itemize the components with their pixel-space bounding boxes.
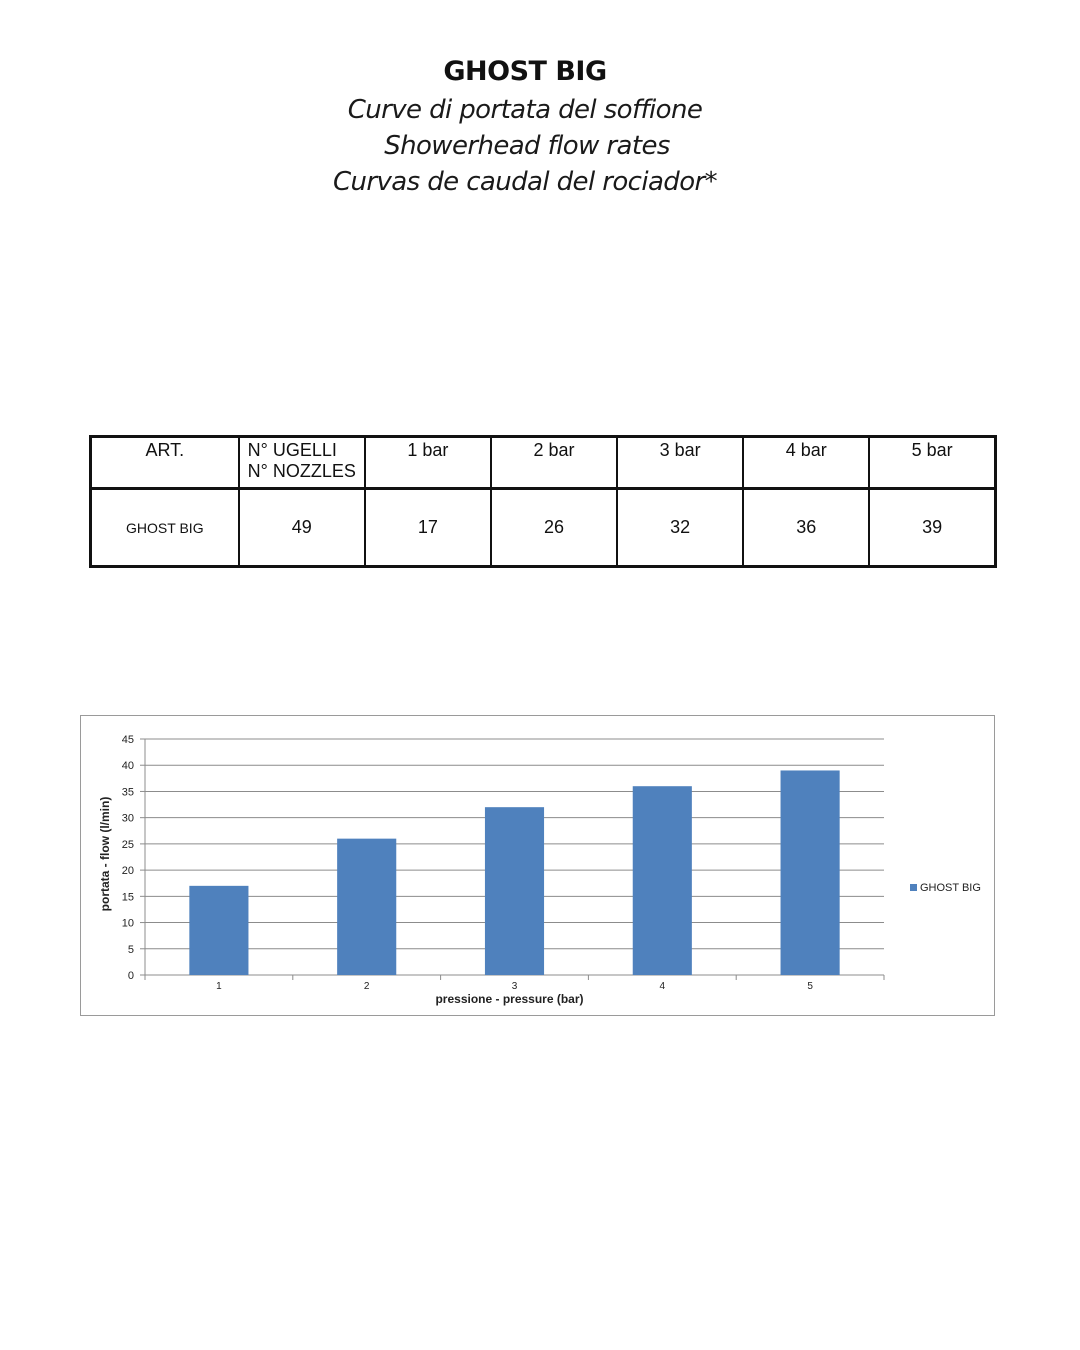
subtitle-spanish: Curvas de caudal del rociador*: [333, 167, 717, 197]
flow-rate-table: [89, 435, 997, 568]
x-tick-label: 4: [659, 981, 666, 992]
cell-5bar: 39: [869, 489, 995, 567]
y-tick-label: 0: [127, 970, 134, 982]
y-tick-label: 5: [127, 943, 134, 956]
y-tick-label: 30: [121, 812, 134, 825]
subtitle-english: Showerhead flow rates: [384, 131, 670, 161]
y-tick-label: 20: [121, 865, 134, 878]
header-nozzles: [239, 437, 365, 489]
header-2bar: 2 bar: [491, 437, 617, 489]
y-tick-label: 35: [121, 786, 134, 799]
cell-art: GHOST BIG: [91, 489, 239, 567]
legend-label: GHOST BIG: [920, 882, 981, 894]
table-row: [91, 489, 996, 567]
x-tick-label: 2: [363, 981, 370, 992]
header-nozzles-it: N° UGELLI: [247, 440, 337, 460]
header-5bar: 5 bar: [869, 437, 995, 489]
cell-2bar: 26: [491, 489, 617, 567]
cell-4bar: 36: [743, 489, 869, 567]
header-nozzles-en: N° NOZZLES: [247, 461, 356, 481]
table-header-row: [91, 437, 996, 489]
header-3bar: 3 bar: [617, 437, 743, 489]
bar-1: [189, 886, 248, 975]
x-axis-title: pressione - pressure (bar): [435, 992, 584, 1006]
header-art: ART.: [91, 437, 239, 489]
x-tick-label: 3: [511, 981, 518, 992]
page-title: GHOST BIG: [443, 56, 607, 87]
header-1bar: 1 bar: [365, 437, 491, 489]
y-axis-title: portata - flow (l/min): [98, 796, 112, 912]
bar-chart: [81, 716, 994, 1015]
cell-1bar: 17: [365, 489, 491, 567]
cell-nozzles: 49: [239, 489, 365, 567]
cell-3bar: 32: [617, 489, 743, 567]
legend-swatch: [910, 884, 917, 891]
subtitle-italian: Curve di portata del soffione: [347, 95, 703, 125]
bar-4: [633, 786, 692, 975]
x-tick-label: 1: [216, 981, 222, 992]
heading-block: [0, 52, 1080, 200]
bar-5: [781, 770, 840, 975]
y-tick-label: 40: [121, 760, 134, 773]
y-tick-label: 15: [121, 891, 134, 904]
y-tick-label: 45: [121, 734, 134, 746]
header-4bar: 4 bar: [743, 437, 869, 489]
bar-3: [485, 807, 544, 975]
chart-frame: [80, 715, 995, 1016]
x-tick-label: 5: [807, 981, 813, 992]
bar-2: [337, 839, 396, 975]
y-tick-label: 10: [121, 917, 134, 930]
y-tick-label: 25: [121, 838, 134, 851]
